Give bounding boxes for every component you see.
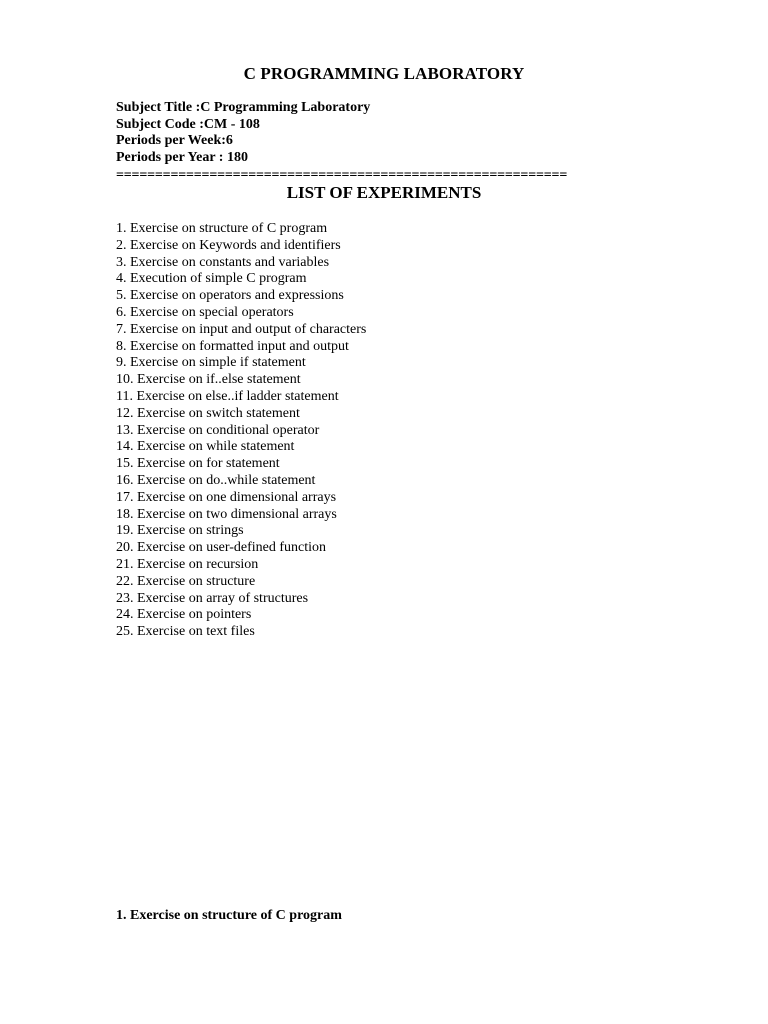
list-item: 23. Exercise on array of structures: [116, 590, 309, 606]
list-item: 14. Exercise on while statement: [116, 439, 295, 455]
list-item: 22. Exercise on structure: [116, 573, 256, 589]
list-item: 13. Exercise on conditional operator: [116, 422, 320, 438]
subject-title-line: Subject Title :C Programming Laboratory: [116, 100, 371, 115]
periods-per-year-line: Periods per Year : 180: [116, 150, 248, 166]
list-item: 12. Exercise on switch statement: [116, 405, 300, 421]
list-item: 2. Exercise on Keywords and identifiers: [116, 237, 341, 253]
subject-info: [116, 100, 370, 167]
document-title: C PROGRAMMING LABORATORY: [243, 64, 525, 83]
list-item: 24. Exercise on pointers: [116, 607, 252, 623]
list-item: 18. Exercise on two dimensional arrays: [116, 506, 337, 522]
divider-line: ==========================================================: [116, 168, 568, 183]
list-item: 20. Exercise on user-defined function: [116, 540, 327, 556]
list-item: 8. Exercise on formatted input and output: [116, 338, 349, 354]
list-item: 11. Exercise on else..if ladder statement: [116, 388, 339, 404]
list-item: 15. Exercise on for statement: [116, 456, 280, 472]
list-item: 1. Exercise on structure of C program: [116, 221, 328, 236]
section-heading: 1. Exercise on structure of C program: [116, 908, 342, 923]
list-item: 19. Exercise on strings: [116, 523, 244, 539]
periods-per-week-line: Periods per Week:6: [116, 133, 233, 149]
list-item: 3. Exercise on constants and variables: [116, 254, 330, 270]
list-item: 25. Exercise on text files: [116, 624, 255, 640]
list-item: 16. Exercise on do..while statement: [116, 472, 316, 488]
list-item: 4. Execution of simple C program: [116, 271, 307, 287]
list-item: 5. Exercise on operators and expressions: [116, 288, 344, 304]
subject-code-line: Subject Code :CM - 108: [116, 116, 260, 132]
list-item: 6. Exercise on special operators: [116, 304, 294, 320]
list-item: 21. Exercise on recursion: [116, 556, 259, 572]
list-heading: LIST OF EXPERIMENTS: [286, 183, 482, 202]
list-item: 9. Exercise on simple if statement: [116, 355, 306, 371]
experiment-list: [116, 221, 366, 641]
list-item: 10. Exercise on if..else statement: [116, 372, 301, 388]
list-item: 7. Exercise on input and output of characters: [116, 321, 367, 337]
list-item: 17. Exercise on one dimensional arrays: [116, 489, 337, 505]
